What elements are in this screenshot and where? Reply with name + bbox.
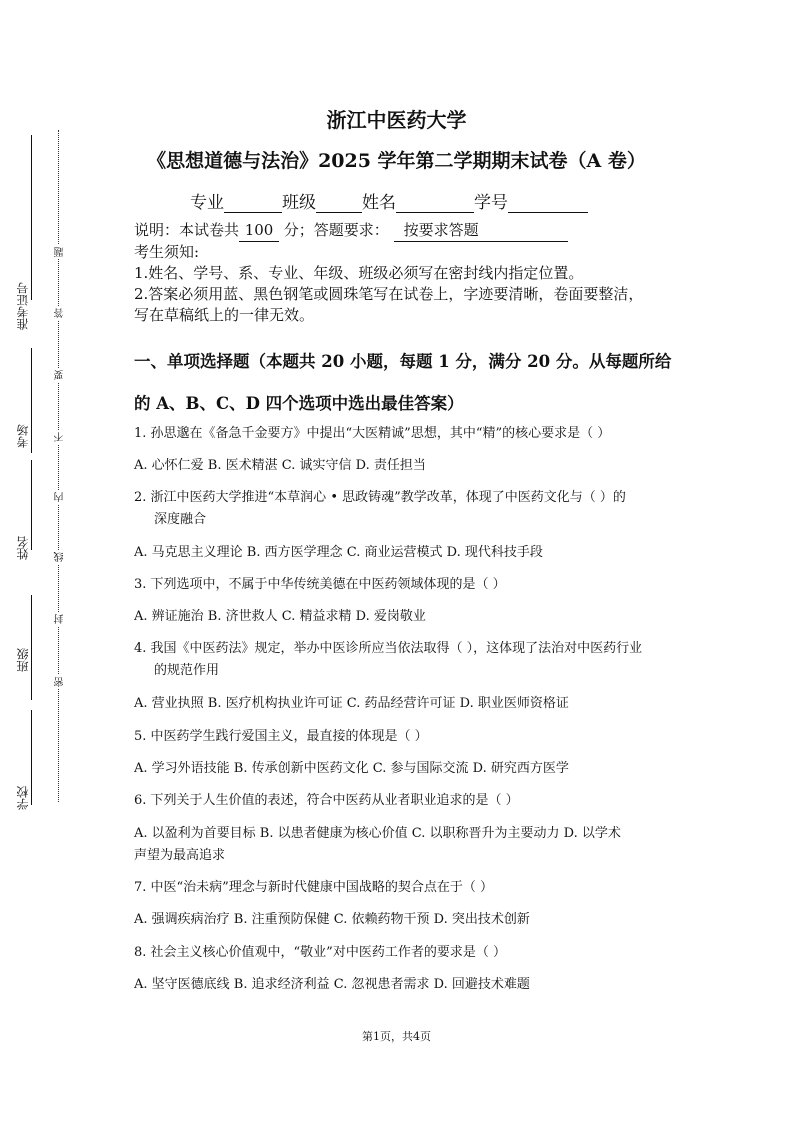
seal-char: 线: [55, 552, 66, 562]
major-blank[interactable]: [224, 194, 282, 213]
question-4-options: A. 营业执照 B. 医疗机构执业许可证 C. 药品经营许可证 D. 职业医师资格证: [134, 696, 569, 711]
description-mid: 分；答题要求：: [283, 221, 389, 239]
binding-label-exam-id: 准考证号: [16, 282, 30, 330]
question-2-options: A. 马克思主义理论 B. 西方医学理念 C. 商业运营模式 D. 现代科技手段: [134, 545, 543, 560]
binding-line-name: [31, 460, 32, 550]
description-prefix: 说明：本试卷共: [134, 221, 240, 239]
options-text-cont: 声望为最高追求: [134, 848, 226, 863]
seal-char: 不: [55, 432, 66, 442]
binding-label-class: 班级: [16, 648, 30, 672]
question-stem-cont: 的规范作用: [154, 663, 220, 678]
question-3-options: A. 辨证施治 B. 济世救人 C. 精益求精 D. 爱岗敬业: [134, 609, 426, 624]
notice-item-2: 2.答案必须用蓝、黑色钢笔或圆珠笔写在试卷上，字迹要清晰，卷面要整洁，: [134, 285, 644, 303]
question-5: [134, 726, 679, 748]
question-4: [134, 638, 679, 682]
question-6: [134, 790, 679, 812]
seal-char: 答: [55, 308, 66, 318]
question-1-options: A. 心怀仁爱 B. 医术精湛 C. 诚实守信 D. 责任担当: [134, 458, 426, 473]
question-stem: 3. 下列选项中，不属于中华传统美德在中医药领域体现的是（ ）: [134, 577, 506, 592]
field-label-class: 班级: [282, 193, 316, 213]
seal-char: 题: [55, 247, 66, 257]
binding-line-class: [31, 595, 32, 700]
exam-description: [134, 220, 568, 242]
field-label-name: 姓名: [362, 193, 396, 213]
field-label-major: 专业: [190, 193, 224, 213]
question-stem: 5. 中医药学生践行爱国主义，最直接的体现是（ ）: [134, 729, 428, 744]
section-1-heading: 一、单项选择题（本题共 20 小题，每题 1 分，满分 20 分。从每题所给: [134, 352, 672, 371]
name-blank[interactable]: [396, 194, 474, 213]
question-5-options: A. 学习外语技能 B. 传承创新中医药文化 C. 参与国际交流 D. 研究西方医学: [134, 761, 569, 776]
question-stem: 6. 下列关于人生价值的表述，符合中医药从业者职业追求的是（ ）: [134, 793, 519, 808]
seal-char: 封: [55, 614, 66, 624]
options-text: A. 以盈利为首要目标 B. 以患者健康为核心价值 C. 以职称晋升为主要动力 D. 以学术: [134, 826, 621, 841]
question-1: [134, 423, 679, 445]
binding-label-name: 姓名: [16, 536, 30, 560]
page-number: 第1页，共4页: [362, 1030, 431, 1043]
question-8-options: A. 坚守医德底线 B. 追求经济利益 C. 忽视患者需求 D. 回避技术难题: [134, 977, 530, 992]
question-stem: 4. 我国《中医药法》规定，举办中医诊所应当依法取得（ ），这体现了法治对中医药行业: [134, 641, 643, 656]
question-stem: 2. 浙江中医药大学推进“本草润心 • 思政铸魂”教学改革，体现了中医药文化与（ ）的: [134, 490, 626, 505]
question-7-options: A. 强调疾病治疗 B. 注重预防保健 C. 依赖药物干预 D. 突出技术创新: [134, 912, 530, 927]
school-name: 浙江中医药大学: [326, 108, 467, 132]
notice-heading: 考生须知:: [134, 243, 200, 261]
student-id-blank[interactable]: [508, 194, 588, 213]
exam-title: 《思想道德与法治》2025 学年第二学期期末试卷（A 卷）: [147, 150, 646, 172]
answer-requirement: 按要求答题: [394, 220, 568, 242]
question-stem: 7. 中医“治未病”理念与新时代健康中国战略的契合点在于（ ）: [134, 880, 493, 895]
question-6-options: [134, 823, 679, 867]
question-stem: 1. 孙思邈在《备急千金要方》中提出“大医精诚”思想，其中“精”的核心要求是（ ）: [134, 426, 611, 441]
binding-line-room: [31, 348, 32, 453]
binding-line-school: [31, 710, 32, 805]
field-label-student-id: 学号: [474, 193, 508, 213]
question-7: [134, 877, 679, 899]
question-3: [134, 574, 679, 596]
question-8: [134, 942, 679, 964]
seal-char: 内: [55, 492, 66, 502]
notice-item-1: 1.姓名、学号、系、专业、年级、班级必须写在密封线内指定位置。: [134, 264, 584, 282]
binding-label-room: 考场: [16, 424, 30, 448]
seal-char: 要: [55, 370, 66, 380]
binding-label-school: 学校: [16, 786, 30, 810]
student-info-line: [190, 188, 588, 213]
class-blank[interactable]: [316, 194, 362, 213]
notice-item-2-cont: 写在草稿纸上的一律无效。: [134, 306, 315, 324]
seal-line: [58, 130, 59, 802]
question-stem-cont: 深度融合: [154, 512, 207, 527]
question-2: [134, 487, 679, 531]
question-stem: 8. 社会主义核心价值观中，“敬业”对中医药工作者的要求是（ ）: [134, 945, 506, 960]
total-score: 100: [239, 220, 279, 242]
seal-char: 密: [55, 677, 66, 687]
section-1-heading-cont: 的 A、B、C、D 四个选项中选出最佳答案）: [134, 394, 464, 413]
